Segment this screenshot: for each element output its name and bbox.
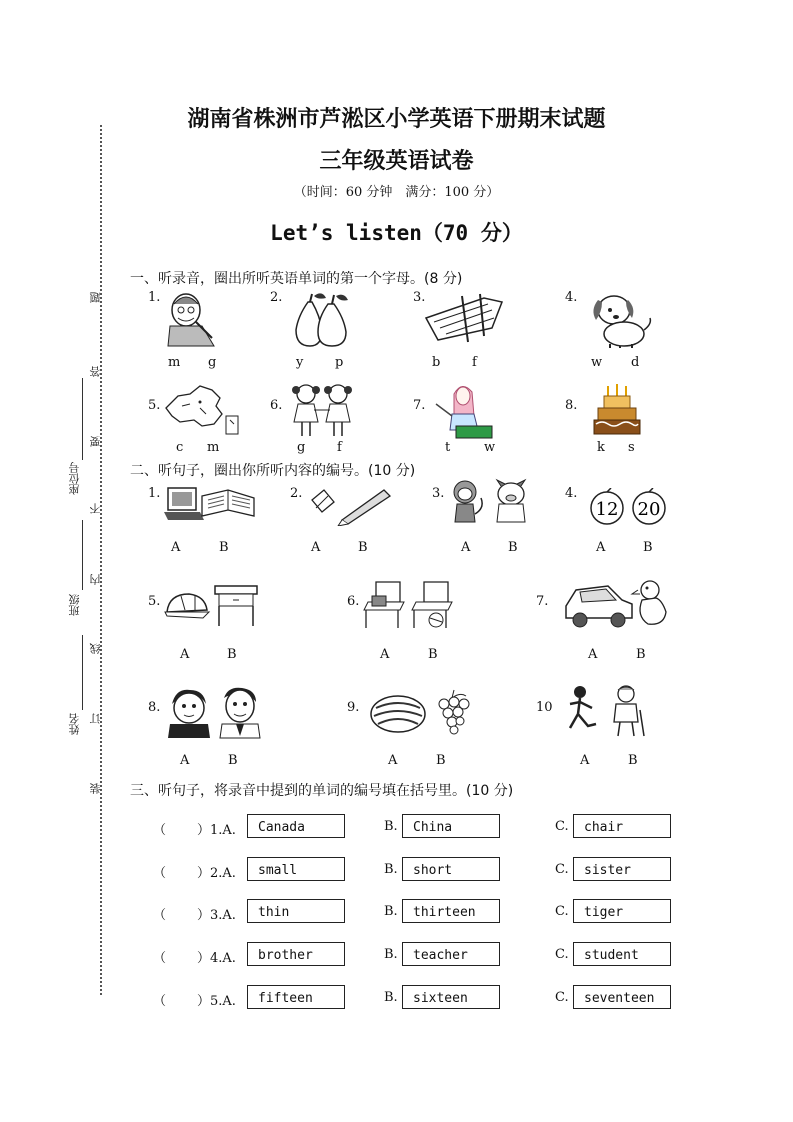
section3-heading: 三、听句子，将录音中提到的单词的编号填在括号里。(10 分) <box>130 783 514 799</box>
part-title: Let’s listen（70 分） <box>270 221 523 245</box>
s3-row-1-num: ）1.A. <box>197 823 236 838</box>
exam-subtitle: （时间：60 分钟 满分：100 分） <box>293 185 500 200</box>
s2-item-2-opt-b[interactable]: B <box>358 540 368 555</box>
s1-item-6-opt-a[interactable]: g <box>297 440 306 455</box>
section1-heading: 一、听录音，圈出所听英语单词的第一个字母。(8 分) <box>130 271 463 287</box>
s1-item-8-opt-a[interactable]: k <box>597 440 605 455</box>
s3-row-4-option-c[interactable]: student <box>573 942 671 966</box>
s3-row-4-option-b[interactable]: teacher <box>402 942 500 966</box>
monkey-icon <box>447 478 533 528</box>
name-field-label: 姓名 <box>68 713 81 735</box>
s3-row-2-option-b[interactable]: short <box>402 857 500 881</box>
s1-item-3-opt-b[interactable]: f <box>472 355 477 370</box>
pencil-icon <box>308 486 392 526</box>
s3-row-4-label-b: B. <box>384 947 398 962</box>
s3-row-2-option-a[interactable]: small <box>247 857 345 881</box>
s3-row-3-label-b: B. <box>384 904 398 919</box>
margin-word-3: 要 <box>89 436 102 447</box>
chairs-icon <box>362 578 462 630</box>
s3-row-2-label-c: C. <box>555 862 569 877</box>
s3-row-4-open-paren[interactable]: （ <box>153 951 167 966</box>
s3-row-3-option-b[interactable]: thirteen <box>402 899 500 923</box>
s2-item-1-num: 1. <box>148 486 161 501</box>
s3-row-4-num: ）4.A. <box>197 951 236 966</box>
binding-dotted-line <box>100 125 102 995</box>
s1-item-1-num: 1. <box>148 290 161 305</box>
section2-heading: 二、听句子，圈出你所听内容的编号。(10 分) <box>130 463 416 479</box>
s3-row-1-label-c: C. <box>555 819 569 834</box>
s2-item-10-num: 10 <box>536 700 553 715</box>
s1-item-6-num: 6. <box>270 398 283 413</box>
s2-item-5-opt-b[interactable]: B <box>227 647 237 662</box>
s1-item-5-opt-a[interactable]: c <box>176 440 184 455</box>
margin-word-6: 线 <box>89 643 102 654</box>
s2-item-8-num: 8. <box>148 700 161 715</box>
s3-row-3-option-a[interactable]: thin <box>247 899 345 923</box>
s2-item-8-opt-b[interactable]: B <box>228 753 238 768</box>
s3-row-5-option-c[interactable]: seventeen <box>573 985 671 1009</box>
s2-item-8-opt-a[interactable]: A <box>180 753 190 768</box>
dog-icon <box>588 290 654 350</box>
margin-word-8: 装 <box>89 783 102 794</box>
s1-item-7-opt-a[interactable]: t <box>445 440 451 455</box>
s1-item-4-opt-a[interactable]: w <box>591 355 603 370</box>
s3-row-5-label-b: B. <box>384 990 398 1005</box>
s2-item-6-opt-a[interactable]: A <box>380 647 390 662</box>
s3-row-3-option-c[interactable]: tiger <box>573 899 671 923</box>
s2-item-9-num: 9. <box>347 700 360 715</box>
s2-item-10-opt-a[interactable]: A <box>580 753 590 768</box>
grandpa-icon <box>162 290 222 348</box>
s2-item-4-opt-a[interactable]: A <box>596 540 606 555</box>
watermelon-grapes-icon <box>368 688 472 736</box>
s1-item-2-opt-b[interactable]: p <box>335 355 344 370</box>
s1-item-7-opt-b[interactable]: w <box>484 440 496 455</box>
map-icon <box>160 384 244 438</box>
s3-row-5-option-b[interactable]: sixteen <box>402 985 500 1009</box>
s2-item-3-opt-a[interactable]: A <box>461 540 471 555</box>
class-field-label: 班级 <box>68 594 81 616</box>
s3-row-5-option-a[interactable]: fifteen <box>247 985 345 1009</box>
twin-girls-icon <box>288 382 358 440</box>
boy-man-icon <box>166 686 262 740</box>
s2-item-5-num: 5. <box>148 594 161 609</box>
exam-title: 湖南省株洲市芦淞区小学英语下册期末试题 <box>187 107 606 132</box>
s2-item-6-num: 6. <box>347 594 360 609</box>
s3-row-3-open-paren[interactable]: （ <box>153 908 167 923</box>
s1-item-7-num: 7. <box>413 398 426 413</box>
margin-word-2: 答 <box>89 366 102 377</box>
s3-row-5-label-c: C. <box>555 990 569 1005</box>
margin-word-4: 不 <box>89 503 102 514</box>
s2-item-7-num: 7. <box>536 594 549 609</box>
s1-item-8-opt-b[interactable]: s <box>628 440 635 455</box>
s2-item-2-num: 2. <box>290 486 303 501</box>
s3-row-3-label-c: C. <box>555 904 569 919</box>
margin-word-7: 订 <box>89 713 102 724</box>
boat-icon <box>422 292 506 344</box>
s2-item-7-opt-a[interactable]: A <box>588 647 598 662</box>
s1-item-8-num: 8. <box>565 398 578 413</box>
number-20-label: 20 <box>637 499 661 520</box>
s1-item-5-num: 5. <box>148 398 161 413</box>
s3-row-2-label-b: B. <box>384 862 398 877</box>
s2-item-6-opt-b[interactable]: B <box>428 647 438 662</box>
s3-row-1-open-paren[interactable]: （ <box>153 823 167 838</box>
number-12-label: 12 <box>595 499 619 520</box>
number-balls-icon <box>588 488 668 526</box>
s2-item-4-num: 4. <box>565 486 578 501</box>
s1-item-2-num: 2. <box>270 290 283 305</box>
grade-title: 三年级英语试卷 <box>319 149 474 174</box>
margin-word-1: 题 <box>89 292 102 303</box>
s1-item-4-num: 4. <box>565 290 578 305</box>
s2-item-5-opt-a[interactable]: A <box>180 647 190 662</box>
s2-item-2-opt-a[interactable]: A <box>311 540 321 555</box>
s1-item-3-opt-a[interactable]: b <box>432 355 441 370</box>
s2-item-1-opt-a[interactable]: A <box>171 540 181 555</box>
s2-item-10-opt-b[interactable]: B <box>628 753 638 768</box>
s2-item-4-opt-b[interactable]: B <box>643 540 653 555</box>
s3-row-2-num: ）2.A. <box>197 866 236 881</box>
name-field-line[interactable] <box>82 635 83 710</box>
s3-row-2-open-paren[interactable]: （ <box>153 866 167 881</box>
s1-item-6-opt-b[interactable]: f <box>337 440 342 455</box>
s3-row-1-label-b: B. <box>384 819 398 834</box>
s3-row-4-option-a[interactable]: brother <box>247 942 345 966</box>
s3-row-1-option-a[interactable]: Canada <box>247 814 345 838</box>
laptop-icon <box>164 486 256 524</box>
s3-row-2-option-c[interactable]: sister <box>573 857 671 881</box>
margin-word-5: 内 <box>89 574 102 585</box>
seat-field-label: 座位号 <box>68 462 81 495</box>
s3-row-5-num: ）5.A. <box>197 994 236 1009</box>
s2-item-9-opt-a[interactable]: A <box>388 753 398 768</box>
car-duck-icon <box>562 576 670 632</box>
cake-icon <box>592 382 642 440</box>
s3-row-1-option-b[interactable]: China <box>402 814 500 838</box>
s1-item-3-num: 3. <box>413 290 426 305</box>
s3-row-5-open-paren[interactable]: （ <box>153 994 167 1009</box>
s1-item-1-opt-b[interactable]: g <box>208 355 217 370</box>
s1-item-4-opt-b[interactable]: d <box>631 355 640 370</box>
s1-item-5-opt-b[interactable]: m <box>207 440 220 455</box>
s3-row-1-option-c[interactable]: chair <box>573 814 671 838</box>
s3-row-3-num: ）3.A. <box>197 908 236 923</box>
class-field-line[interactable] <box>82 520 83 590</box>
s2-item-3-num: 3. <box>432 486 445 501</box>
s3-row-4-label-c: C. <box>555 947 569 962</box>
seat-field-line[interactable] <box>82 378 83 460</box>
teacher-icon <box>432 380 494 442</box>
pears-icon <box>288 290 352 348</box>
runner-oldman-icon <box>566 684 650 738</box>
s2-item-3-opt-b[interactable]: B <box>508 540 518 555</box>
s1-item-1-opt-a[interactable]: m <box>168 355 181 370</box>
cap-desk-icon <box>163 582 261 628</box>
s2-item-7-opt-b[interactable]: B <box>636 647 646 662</box>
s1-item-2-opt-a[interactable]: y <box>296 355 304 370</box>
s2-item-9-opt-b[interactable]: B <box>436 753 446 768</box>
s2-item-1-opt-b[interactable]: B <box>219 540 229 555</box>
